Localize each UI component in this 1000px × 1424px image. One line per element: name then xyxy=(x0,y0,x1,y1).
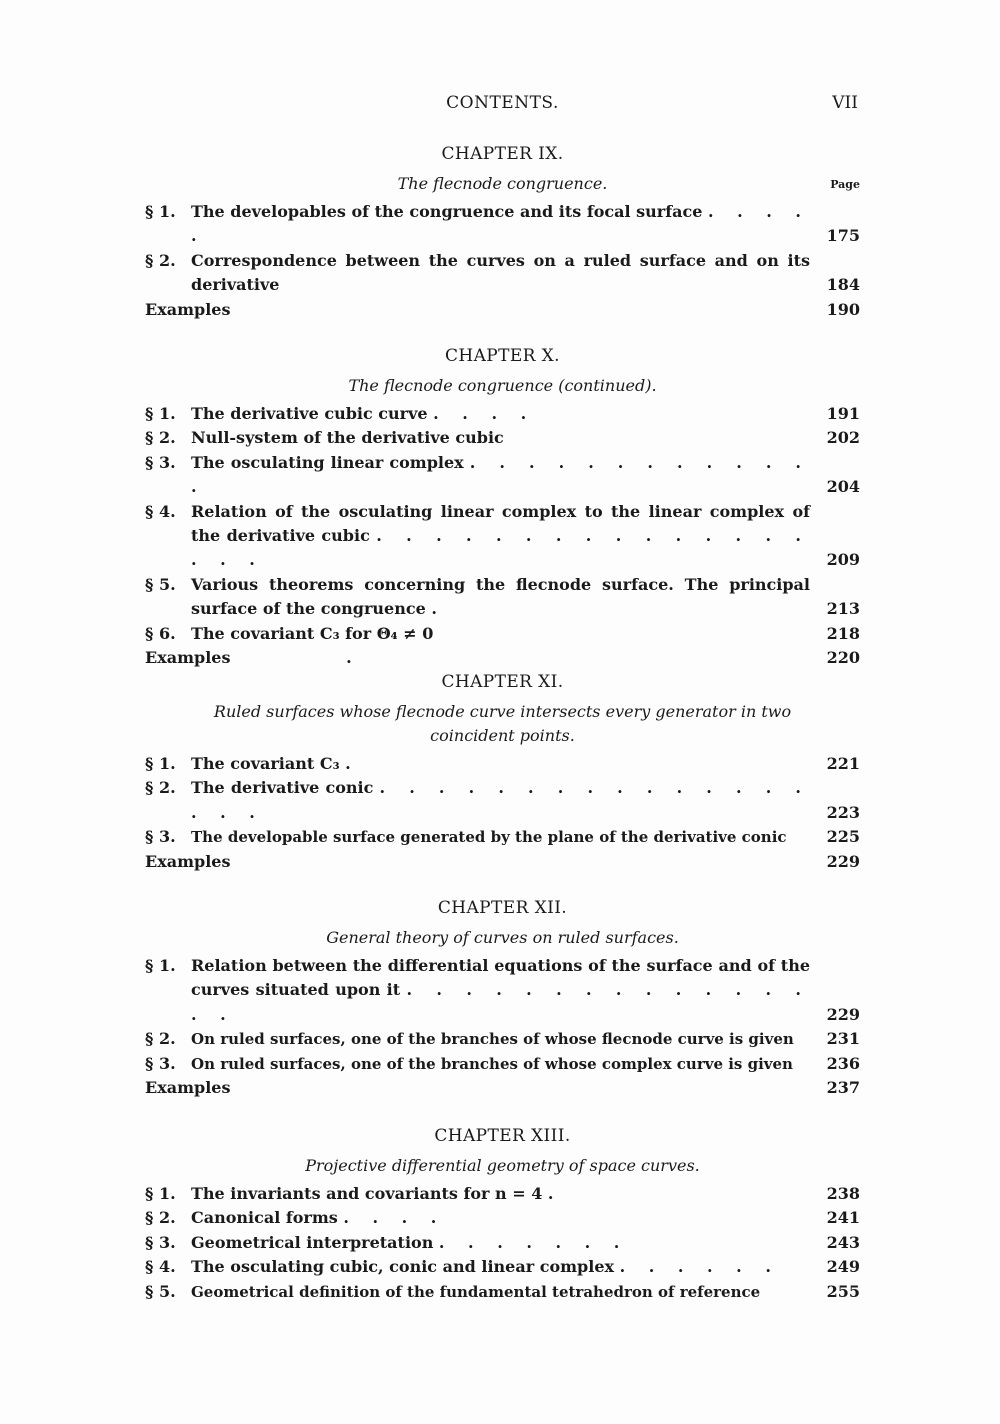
section-number: § 3. xyxy=(145,452,176,472)
entry-page: 243 xyxy=(826,1232,860,1252)
entry-page: 255 xyxy=(826,1281,860,1301)
entry-page: 202 xyxy=(826,428,860,448)
leader-dots: . xyxy=(547,1184,563,1203)
entry-page: 221 xyxy=(826,754,860,773)
leader-dots: . xyxy=(345,754,360,773)
chapter-subtitle: Ruled surfaces whose flecnode curve intersects every generator in two coincident points. xyxy=(213,702,792,745)
entry-page: 229 xyxy=(826,851,860,871)
toc-entry xyxy=(145,1231,860,1255)
entry-page: 223 xyxy=(826,802,860,822)
toc-entry xyxy=(145,500,860,573)
chapter-heading: CHAPTER X. xyxy=(444,346,560,366)
chapter-subtitle: The flecnode congruence. xyxy=(397,174,608,193)
entry-page: 204 xyxy=(826,477,860,497)
section-number: § 3. xyxy=(145,1232,176,1252)
section-number: § 2. xyxy=(145,778,176,798)
page-column-label: Page xyxy=(830,178,860,191)
running-head xyxy=(145,93,860,117)
entry-title: Geometrical definition of the fundamental tetrahedron of reference xyxy=(191,1282,761,1301)
chapter-heading: CHAPTER IX. xyxy=(441,144,564,164)
leader-dots: . . . . . xyxy=(191,202,810,246)
entry-title: The covariant C₃ xyxy=(191,754,340,773)
page-number: VII xyxy=(832,93,858,113)
entry-page: 238 xyxy=(826,1184,860,1203)
entry-page: 229 xyxy=(826,1004,860,1024)
entry-title: Correspondence between the curves on a ruled surface and on its derivative xyxy=(191,250,810,295)
leader-dots: . . . . . . . . . . . . . xyxy=(191,452,811,497)
leader-dots: . xyxy=(346,648,361,668)
section-number: § 2. xyxy=(145,250,176,270)
chapter-x xyxy=(145,338,860,670)
chapter-subtitle: General theory of curves on ruled surfaces. xyxy=(326,928,679,947)
chapter-subtitle: The flecnode congruence (continued). xyxy=(348,376,657,395)
entry-page: 213 xyxy=(826,599,860,619)
chapter-heading: CHAPTER XII. xyxy=(437,898,568,918)
entry-title: The derivative conic xyxy=(191,778,374,798)
section-number: § 2. xyxy=(145,428,176,448)
entry-title: Examples xyxy=(145,648,231,668)
entry-page: 218 xyxy=(826,623,860,643)
toc-entry xyxy=(145,752,860,776)
toc-entry xyxy=(145,249,860,298)
entry-page: 237 xyxy=(826,1078,860,1098)
leader-dots: . . . . xyxy=(343,1208,446,1228)
chapter-xii xyxy=(145,890,860,1100)
section-number: § 3. xyxy=(145,827,176,847)
entry-title: The derivative cubic curve xyxy=(191,404,428,423)
chapter-heading: CHAPTER XI. xyxy=(441,672,564,692)
leader-dots: . . . . xyxy=(433,404,536,423)
entry-title: The developable surface generated by the plane of the derivative conic xyxy=(191,828,787,847)
leader-dots: . xyxy=(431,599,446,619)
toc-entry-examples xyxy=(145,1076,860,1100)
entry-title: Geometrical interpretation xyxy=(191,1232,434,1252)
leader-dots: . . . . . . . . . . . . . . . . xyxy=(191,980,810,1024)
toc-entry xyxy=(145,426,860,450)
leader-dots: . . . . . . . . . . . . . . . . . . xyxy=(191,526,810,570)
entry-page: 225 xyxy=(826,827,860,847)
leader-dots: . . . . . . . . . . . . . . . . . . xyxy=(191,778,810,822)
entry-title: The osculating linear complex xyxy=(191,452,464,472)
entry-title: The invariants and covariants for n = 4 xyxy=(191,1184,543,1203)
entry-title: Relation between the differential equations of the surface and of the curves situated upon it xyxy=(191,956,810,1000)
entry-title: Null-system of the derivative cubic xyxy=(191,428,504,448)
toc-entry xyxy=(145,200,860,249)
entry-title: Various theorems concerning the flecnode surface. The principal surface of the congruence xyxy=(191,574,810,619)
entry-page: 236 xyxy=(826,1053,860,1073)
section-number: § 1. xyxy=(145,754,176,773)
entry-page: 209 xyxy=(826,550,860,570)
toc-entry xyxy=(145,402,860,426)
toc-entry-examples xyxy=(145,298,860,322)
entry-page: 175 xyxy=(826,226,860,246)
entry-title: Canonical forms xyxy=(191,1208,338,1228)
entry-page: 184 xyxy=(826,275,860,295)
toc-entry-examples xyxy=(145,850,860,874)
toc-entry xyxy=(145,1052,860,1076)
chapter-subtitle: Projective differential geometry of space curves. xyxy=(305,1156,700,1175)
entry-title: Relation of the osculating linear complex to the linear complex of the derivative cubic xyxy=(191,501,810,546)
section-number: § 2. xyxy=(145,1208,176,1228)
entry-page: 190 xyxy=(826,299,860,319)
leader-dots: . . . . . . xyxy=(619,1257,780,1277)
section-number: § 5. xyxy=(145,1281,176,1301)
toc-entry xyxy=(145,622,860,646)
entry-title: Examples xyxy=(145,299,231,319)
section-number: § 1. xyxy=(145,202,176,221)
entry-page: 249 xyxy=(826,1257,860,1277)
chapter-heading: CHAPTER XIII. xyxy=(434,1126,571,1146)
entry-title: Examples xyxy=(145,851,231,871)
toc-entry xyxy=(145,1255,860,1279)
section-number: § 6. xyxy=(145,623,176,643)
chapter-xiii xyxy=(145,1118,860,1304)
toc-entry xyxy=(145,1280,860,1304)
entry-page: 220 xyxy=(826,648,860,668)
chapter-ix xyxy=(145,136,860,322)
section-number: § 1. xyxy=(145,1184,176,1203)
toc-entry xyxy=(145,776,860,825)
entry-title: The osculating cubic, conic and linear complex xyxy=(191,1257,615,1277)
toc-entry xyxy=(145,573,860,622)
entry-title: Examples xyxy=(145,1078,231,1098)
toc-entry xyxy=(145,825,860,849)
section-number: § 1. xyxy=(145,956,176,975)
leader-dots: . . . . . . . xyxy=(438,1232,629,1252)
entry-title: On ruled surfaces, one of the branches of whose complex curve is given xyxy=(191,1054,793,1073)
chapter-xi xyxy=(145,664,860,874)
toc-entry xyxy=(145,1027,860,1051)
toc-entry xyxy=(145,451,860,500)
running-title: CONTENTS. xyxy=(446,93,559,113)
entry-title: The covariant C₃ for Θ₄ ≠ 0 xyxy=(191,623,434,643)
section-number: § 4. xyxy=(145,1257,176,1277)
section-number: § 2. xyxy=(145,1029,176,1049)
toc-entry xyxy=(145,954,860,1027)
entry-title: On ruled surfaces, one of the branches of whose flecnode curve is given xyxy=(191,1030,794,1049)
toc-entry xyxy=(145,1206,860,1230)
entry-page: 231 xyxy=(826,1029,860,1049)
entry-page: 241 xyxy=(826,1208,860,1228)
section-number: § 3. xyxy=(145,1053,176,1073)
section-number: § 4. xyxy=(145,501,176,521)
entry-page: 191 xyxy=(826,404,860,423)
entry-title: The developables of the congruence and its focal surface xyxy=(191,202,703,221)
toc-entry xyxy=(145,1182,860,1206)
section-number: § 5. xyxy=(145,574,176,594)
section-number: § 1. xyxy=(145,404,176,423)
